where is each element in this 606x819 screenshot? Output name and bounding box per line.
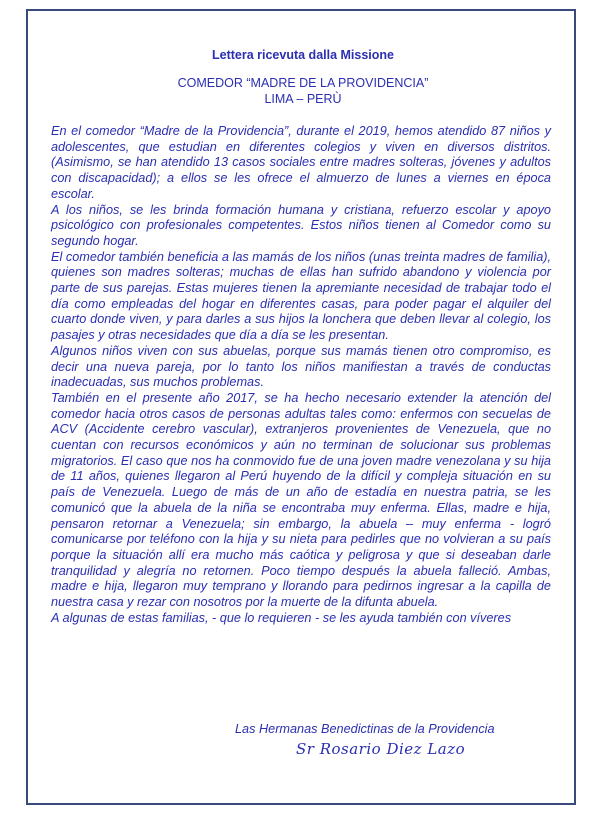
handwritten-signature: Sr Rosario Diez Lazo <box>296 740 466 758</box>
organization-name: COMEDOR “MADRE DE LA PROVIDENCIA” <box>177 76 429 90</box>
letter-body <box>51 124 551 627</box>
paragraph: El comedor también beneficia a las mamás de los niños (unas treinta madres de familia), quienes son madres solteras; muchas de ellas han sufrido abandono y violencia por parte de sus parejas. Estas mujeres tienen la apremiante necesidad de trabajar todo el día como empleadas del hogar en diferentes casas, para poder pagar el alquiler del cuarto donde viven, y para darles a sus hijos la lonchera que deben llevar al colegio, los pasajes y otras necesidades que día a día se les presentan. <box>51 249 551 343</box>
location-line: LIMA – PERÙ <box>264 92 342 106</box>
paragraph: En el comedor “Madre de la Providencia”, durante el 2019, hemos atendido 87 niños y adolescentes, que estudian en diferentes colegios y viven en diversos distritos. (Asimismo, se han atendido 13 casos sociales entre madres solteras, jóvenes y adultos con discapacidad); a ellos se les ofrece el almuerzo de lunes a viernes en época escolar. <box>51 124 551 201</box>
paragraph: También en el presente año 2017, se ha hecho necesario extender la atención del comedor hacia otros casos de personas adultas tales como: enfermos con secuelas de ACV (Accidente cerebro vascular), extranjeros provenientes de Venezuela, que no cuentan con recursos económicos y aún no terminan de solucionar sus problemas migratorios. El caso que nos ha conmovido fue de una joven madre venezolana y su hija de 11 años, quienes llegaron al Perú huyendo de la difícil y compleja situación en su país de Venezuela. Luego de más de un año de estadía en nuestra patria, se les comunicó que la abuela de la niña se encontraba muy enferma. Ellas, madre e hija, pensaron retornar a Venezuela; sin embargo, la abuela – muy enferma - logró comunicarse por teléfono con la hija y su nieta para pedirles que no volvieran a su país porque la situación allí era mucho más caótica y peligrosa y que si deseaban darle tranquilidad y alegría no retornen. Poco tiempo después la abuela falleció. Ambas, madre e hija, llegaron muy temprano y llorando para pedirnos ingresar a la capilla de nuestra casa y rezar con nosotros por la muerte de la difunta abuela. <box>51 390 551 610</box>
paragraph: A los niños, se les brinda formación humana y cristiana, refuerzo escolar y apoyo psicológico con profesionales competentes. Estos niños tienen al Comedor como su segundo hogar. <box>51 202 551 248</box>
paragraph: A algunas de estas familias, - que lo requieren - se les ayuda también con víveres <box>51 610 512 625</box>
paragraph: Algunos niños viven con sus abuelas, porque sus mamás tienen otro compromiso, es decir una nueva pareja, por lo tanto los niños manifiestan a través de conductas inadecuadas, sus muchos problemas. <box>51 343 551 390</box>
closing-line: Las Hermanas Benedictinas de la Providencia <box>235 722 495 736</box>
letter-title: Lettera ricevuta dalla Missione <box>211 48 394 62</box>
